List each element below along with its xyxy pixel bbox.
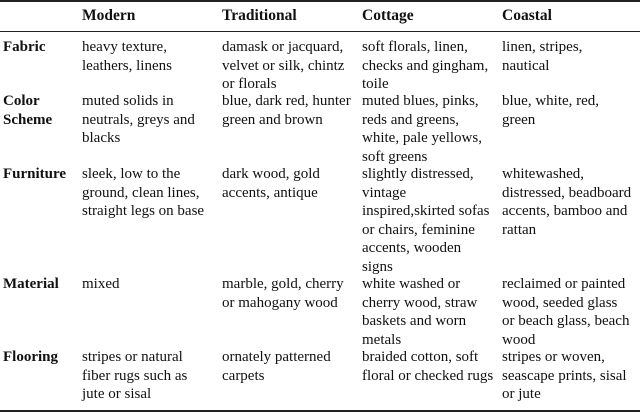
cell-line: soft florals, linen, — [362, 39, 468, 55]
cell-line: muted solids in — [82, 93, 174, 109]
cell-line: cherry wood, straw — [362, 294, 478, 311]
cell-line: muted blues, pinks, — [362, 93, 479, 109]
cell-line: signs — [362, 258, 393, 275]
row-header-line: Color — [3, 93, 40, 109]
cell-line: accents, wooden — [362, 240, 462, 256]
table-cell — [82, 38, 172, 75]
cell-line: baskets and worn — [362, 313, 467, 329]
table-cell — [362, 165, 489, 276]
cell-line: wood, seeded glass — [502, 294, 618, 311]
table-cell — [502, 165, 631, 239]
row-header-line: Material — [3, 276, 59, 292]
cell-line: braided cotton, soft — [362, 349, 479, 365]
cell-line: toile — [362, 76, 389, 92]
cell-line: heavy texture, — [82, 39, 167, 55]
row-header-fabric — [3, 38, 46, 57]
cell-line: checks and gingham, — [362, 57, 489, 74]
cell-line: mixed — [82, 276, 120, 292]
cell-line: or jute — [502, 386, 541, 402]
cell-line: seascape prints, sisal — [502, 367, 627, 384]
cell-line: slightly distressed, — [362, 166, 474, 182]
cell-line: reclaimed or painted — [502, 276, 626, 292]
cell-line: rattan — [502, 221, 537, 238]
table-cell — [222, 92, 351, 129]
cell-line: sleek, low to the — [82, 166, 181, 182]
table-bottom-rule — [0, 410, 640, 412]
cell-line: or florals — [222, 76, 277, 92]
cell-line: fiber rugs such as — [82, 367, 188, 384]
cell-line: inspired,skirted sofas — [362, 203, 490, 219]
table-cell — [82, 92, 195, 148]
cell-line: carpets — [222, 367, 265, 384]
row-header-color-scheme — [3, 92, 52, 129]
table-cell — [502, 38, 582, 75]
row-header-line: Flooring — [3, 349, 58, 365]
cell-line: or beach glass, beach — [502, 313, 630, 329]
row-header-line: Fabric — [3, 39, 46, 55]
cell-line: velvet or silk, chintz — [222, 57, 345, 74]
cell-line: accents, antique — [222, 184, 318, 201]
column-header-cottage: Cottage — [362, 7, 414, 24]
table-cell — [502, 275, 629, 349]
cell-line: vintage — [362, 184, 407, 201]
cell-line: whitewashed, — [502, 166, 585, 182]
cell-line: or chairs, feminine — [362, 221, 475, 238]
cell-line: white washed or — [362, 276, 461, 292]
row-header-material — [3, 275, 59, 294]
cell-line: dark wood, gold — [222, 166, 320, 182]
table-cell — [82, 165, 204, 221]
table-cell — [82, 348, 187, 404]
cell-line: jute or sisal — [82, 386, 152, 402]
cell-line: reds and greens, — [362, 111, 460, 128]
cell-line: wood — [502, 331, 536, 348]
table-header-rule — [0, 31, 640, 32]
table-cell — [82, 275, 120, 294]
cell-line: or mahogany wood — [222, 294, 338, 311]
cell-line: metals — [362, 331, 402, 348]
cell-line: soft greens — [362, 148, 428, 165]
cell-line: blue, dark red, hunter — [222, 93, 351, 109]
table-cell — [502, 92, 599, 129]
cell-line: nautical — [502, 57, 550, 74]
table-cell — [222, 165, 320, 202]
cell-line: stripes or natural — [82, 349, 183, 365]
cell-line: blue, white, red, — [502, 93, 600, 109]
cell-line: stripes or woven, — [502, 349, 605, 365]
column-header-coastal: Coastal — [502, 7, 552, 24]
cell-line: floral or checked rugs — [362, 367, 494, 384]
cell-line: leathers, linens — [82, 57, 172, 74]
row-header-line: Scheme — [3, 111, 53, 128]
column-header-modern: Modern — [82, 7, 136, 24]
table-top-rule — [0, 0, 640, 2]
cell-line: blacks — [82, 130, 121, 146]
table-cell — [222, 348, 331, 385]
table-cell — [502, 348, 627, 404]
row-header-flooring — [3, 348, 58, 367]
table-cell — [362, 38, 488, 94]
cell-line: green and brown — [222, 111, 323, 128]
cell-line: ornately patterned — [222, 349, 331, 365]
cell-line: neutrals, greys and — [82, 111, 195, 128]
cell-line: white, pale yellows, — [362, 130, 482, 146]
cell-line: accents, bamboo and — [502, 203, 628, 219]
cell-line: marble, gold, cherry — [222, 276, 344, 292]
column-header-traditional: Traditional — [222, 7, 297, 24]
cell-line: straight legs on base — [82, 203, 205, 219]
cell-line: damask or jacquard, — [222, 39, 344, 55]
cell-line: distressed, beadboard — [502, 184, 632, 201]
row-header-line: Furniture — [3, 166, 67, 182]
cell-line: linen, stripes, — [502, 39, 583, 55]
table-cell — [362, 348, 493, 385]
cell-line: green — [502, 111, 536, 128]
table-cell — [362, 92, 482, 166]
cell-line: ground, clean lines, — [82, 184, 200, 201]
row-header-furniture — [3, 165, 66, 184]
table-cell — [222, 275, 344, 312]
table-cell — [362, 275, 477, 349]
table-cell — [222, 38, 344, 94]
